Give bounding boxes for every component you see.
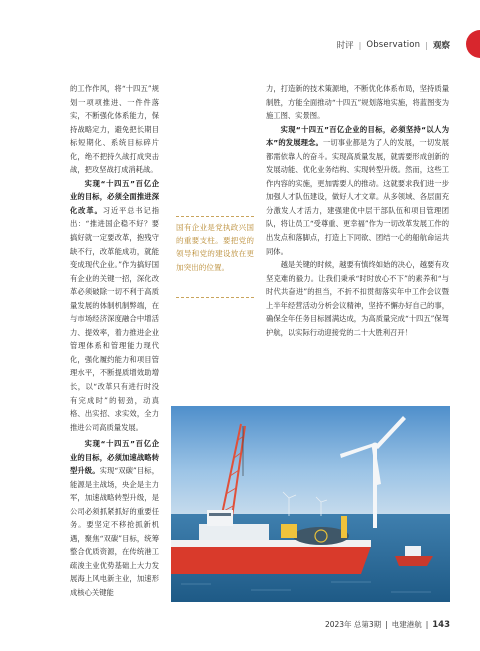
article-column-left bbox=[70, 82, 159, 434]
header-separator: | bbox=[358, 40, 362, 50]
photo-illustration bbox=[171, 406, 450, 602]
header-separator: | bbox=[425, 40, 428, 50]
paragraph: 的工作作风，将“十四五”规划一项项推进、一件件落实，不断强化体系能力，保持战略定力，避免把长期目标短期化、系统目标碎片化，绝不把持久战打成突击战，把攻坚战打成消耗战。 bbox=[70, 84, 159, 175]
paragraph: 实现“十四五”百亿企业的目标，必须全面推进深化改革。习近平总书记指出：“推进国企稳不好？要搞好就一定要改革，抱残守缺不行，改革能成功，就能变成现代企业。”作为搞好国有企业的关键一招，深化改革必须破除一切不利于高质量发展的体制机制弊端，在与市场经济深度融合中增活力、提效率，着力推进企业管理体系和管理能力现代化，强化履约能力和项目管理水平，不断提质增效助增长，以“改革只有进行时没有完成时”的韧劲，动真格、出实招、求实效，全力推进公司高质量发展。 bbox=[70, 178, 160, 432]
page-footer bbox=[325, 619, 450, 630]
section-label-zh: 时评 bbox=[336, 41, 354, 51]
pull-quote bbox=[176, 216, 254, 298]
paragraph-lead: 实现“十四五”百亿企业的目标，必须坚持“以人为本”的发展理念。 bbox=[266, 124, 449, 148]
offshore-wind-installation-photo bbox=[171, 406, 450, 602]
section-label-zh-2: 观察 bbox=[432, 41, 450, 51]
footer-separator: | bbox=[385, 620, 388, 629]
page-header bbox=[337, 38, 450, 52]
paragraph-lead: 实现“十四五”百亿企业的目标，必须加速战略转型升级。 bbox=[70, 439, 159, 476]
publication-name: 电建港航 bbox=[391, 620, 422, 629]
issue-label: 2023年 总第3期 bbox=[324, 620, 382, 629]
section-label-en: Observation bbox=[366, 40, 421, 50]
paragraph: 实现“十四五”百亿企业的目标，必须坚持“以人为本”的发展理念。一切事业都是为了人的发展，一切发展都需依靠人的奋斗。实现高质量发展，就需要形成创新的发展动能、优化业务结构、实现转型升级。然而，这些工作内容的实施，更加需要人的推动。这就要求我们进一步加强人才队伍建设，做好人才文章。从多领域、各层面充分激发人才活力，建强建优中层干部队伍和项目管理团队，将让员工“受尊重、更幸福”作为一切改革发展工作的出发点和落脚点，打造上下同欲、团结一心的船航命运共同体。 bbox=[266, 124, 450, 256]
paragraph: 实现“十四五”百亿企业的目标，必须加速战略转型升级。实现“双碳”目标，能源是主战场，央企是主力军，加速战略转型升级，是公司必须抓紧抓好的重要任务。要坚定不移抢抓新机遇，聚焦“双碳”目标，统筹整合优质资源，在传统港工疏浚主业优势基础上大力发展海上风电新主业，加速形成核心关键能 bbox=[70, 439, 159, 598]
pull-quote-text: 国有企业是党执政兴国的重要支柱。要把党的领导和党的建设放在更加突出的位置。 bbox=[176, 223, 254, 272]
footer-separator: | bbox=[425, 620, 429, 629]
article-column-left-bottom bbox=[70, 437, 159, 600]
article-column-right bbox=[266, 82, 449, 339]
paragraph: 力，打造新的技术策源地，不断优化体系布局，坚持质量制胜，方能全面推动“十四五”规划落地实施，将蓝图变为施工图、实景图。 bbox=[266, 84, 449, 121]
paragraph-lead: 实现“十四五”百亿企业的目标，必须全面推进深化改革。 bbox=[70, 178, 159, 215]
paragraph: 越是关键的时候，越要有慎终如始的决心，越要有攻坚克难的毅力。让我们秉承“时时放心不下”的素养和“与时代共奋进”的担当，不折不扣贯彻落实年中工作会议暨上半年经营活动分析会议精神，坚持不懈办好自己的事，确保全年任务目标圆满达成，为高质量完成“十四五”保驾护航，以实际行动迎接党的二十大胜利召开！ bbox=[266, 260, 449, 337]
section-marker-dot bbox=[466, 30, 480, 58]
page-number: 143 bbox=[432, 619, 450, 630]
